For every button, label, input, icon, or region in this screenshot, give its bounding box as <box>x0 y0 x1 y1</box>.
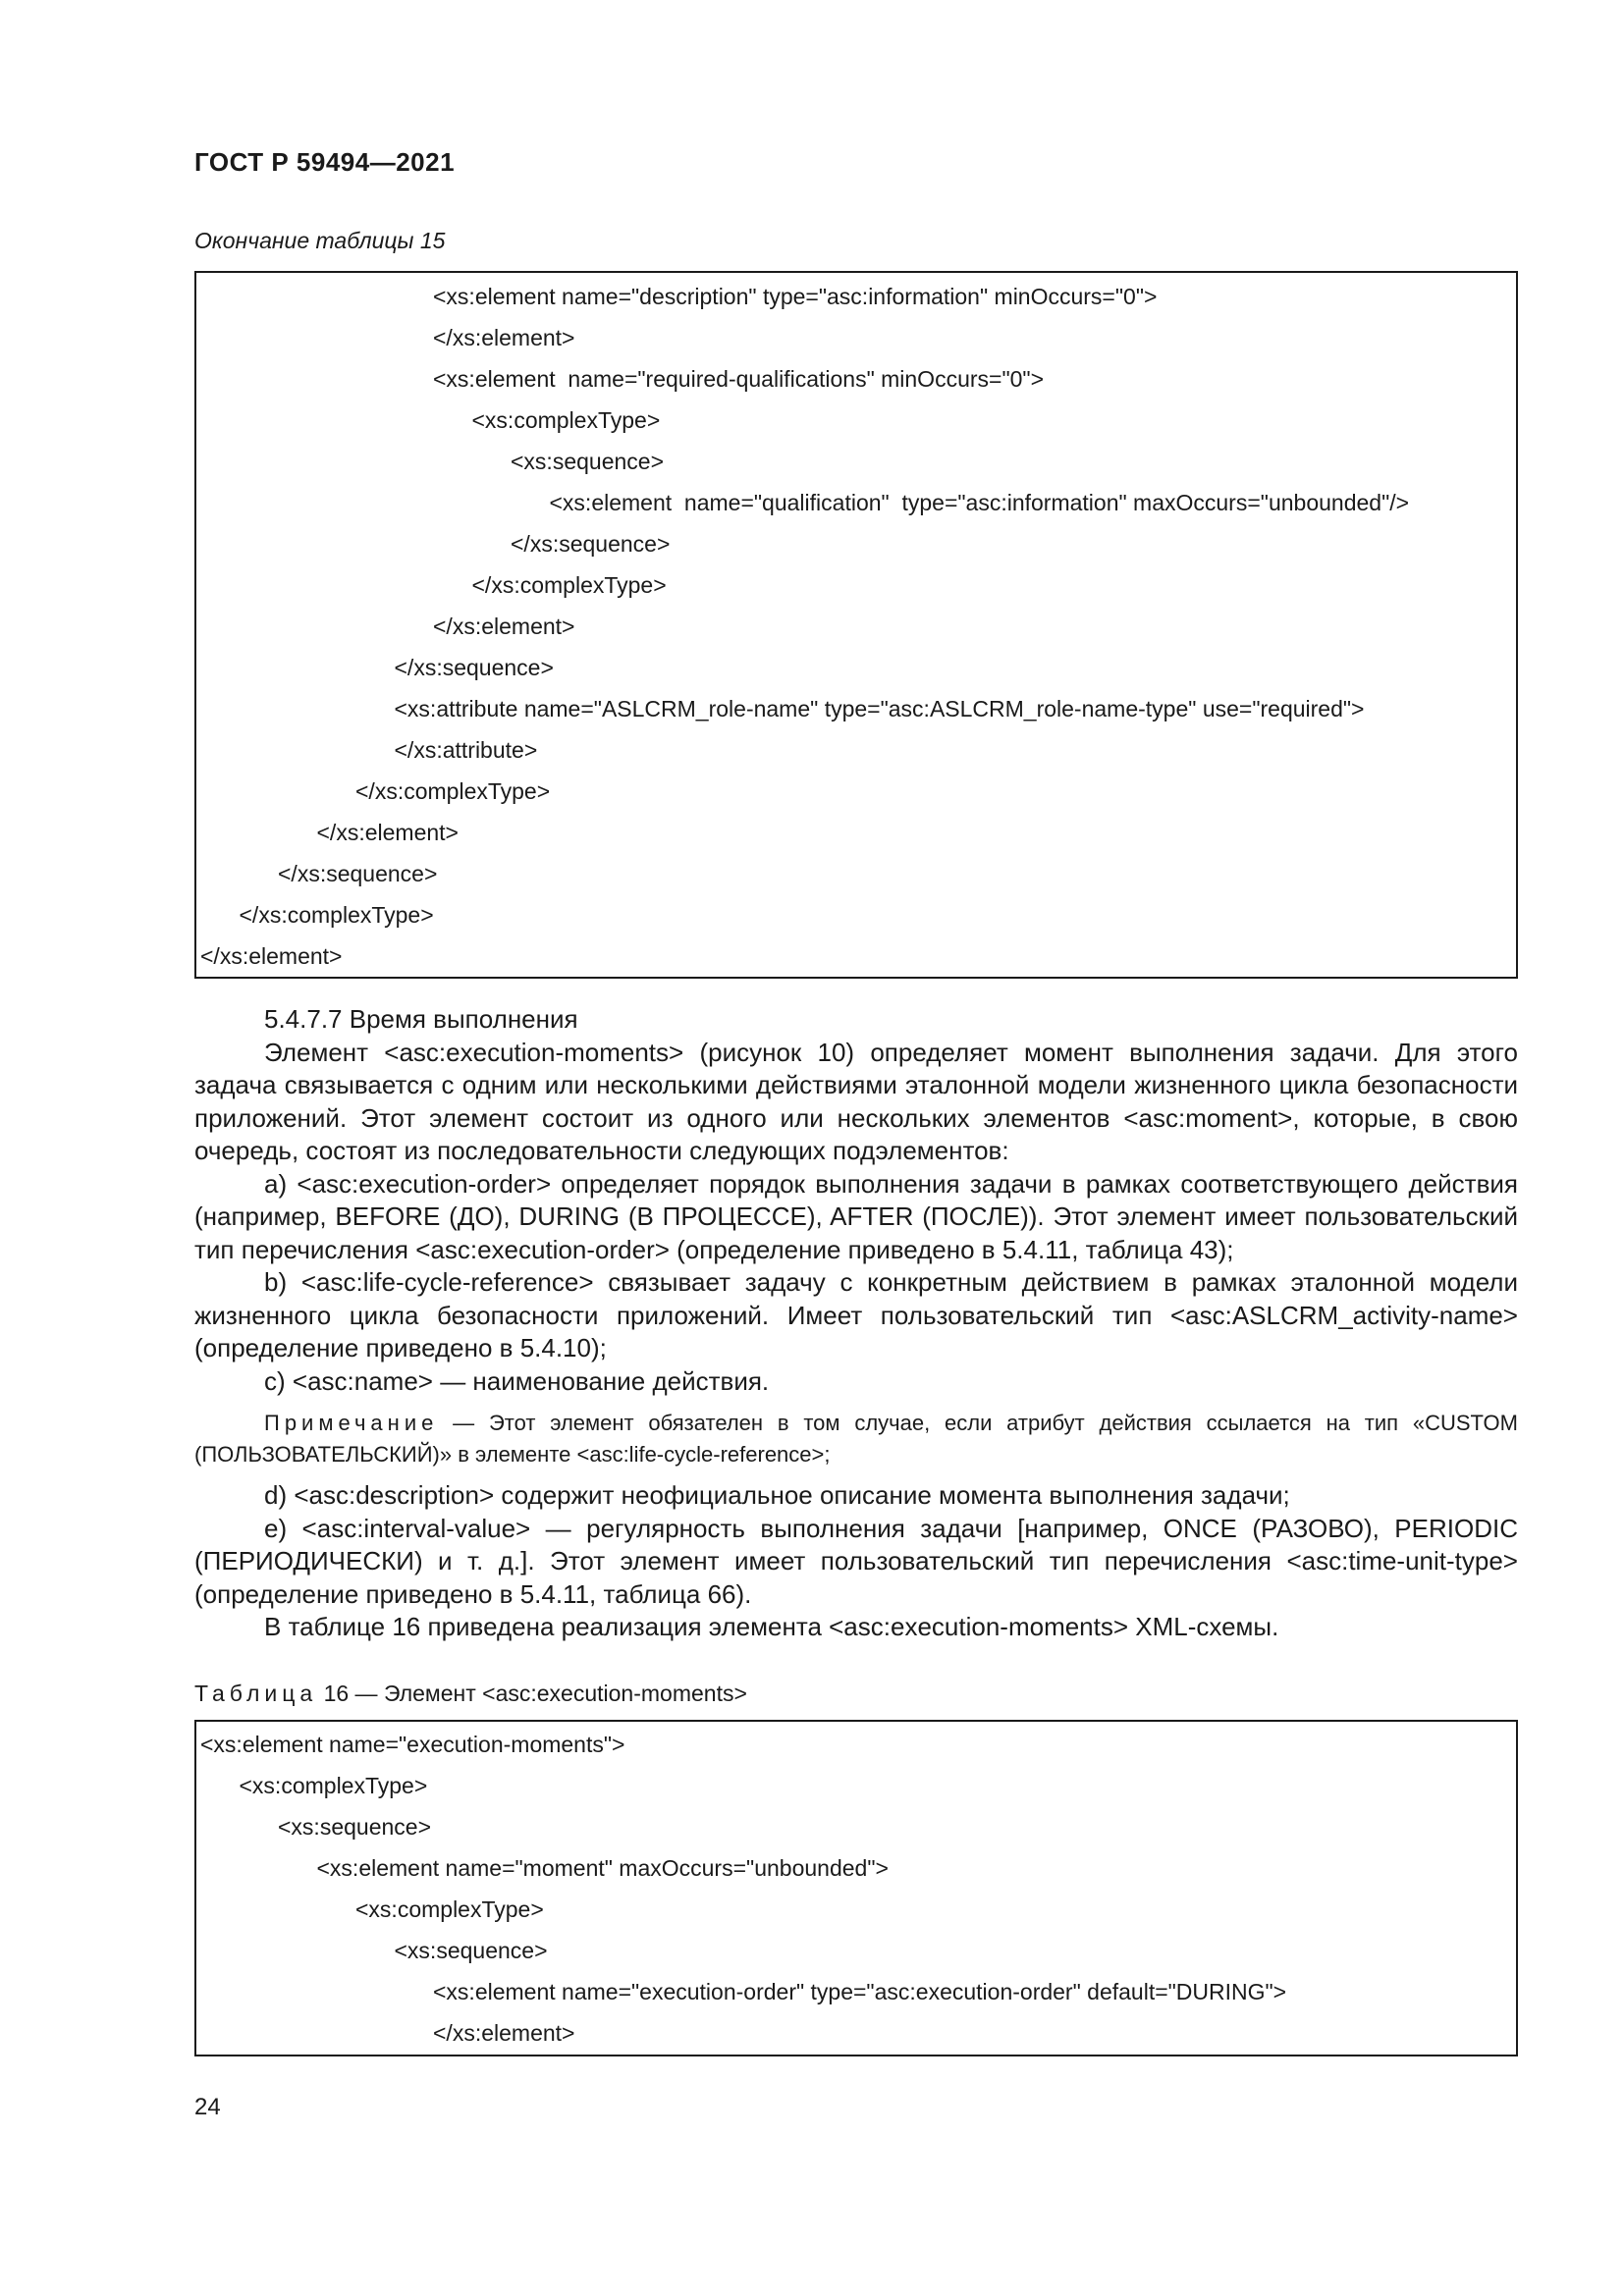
code-line: <xs:element name="required-qualifications" minOccurs="0"> <box>433 366 1045 392</box>
code-line: <xs:complexType> <box>355 1896 544 1922</box>
note <box>194 1408 1518 1469</box>
code-line: <xs:element name="moment" maxOccurs="unbounded"> <box>316 1855 889 1881</box>
list-item-a: a) <asc:execution-order> определяет порядок выполнения задачи в рамках соответствующего действия (например, BEFORE (ДО), DURING (В ПРОЦЕССЕ), AFTER (ПОСЛЕ)). Этот элемент имеет пользовательский тип перечисления <asc:execution-order> (определение приведено в 5.4.11, таблица 43); <box>194 1168 1518 1264</box>
code-line: </xs:element> <box>200 943 343 969</box>
table-16-caption <box>194 1681 747 1707</box>
code-line: </xs:element> <box>316 820 459 845</box>
code-line: <xs:element name="qualification" type="asc:information" maxOccurs="unbounded"/> <box>549 490 1410 515</box>
code-line: <xs:element name="execution-moments"> <box>200 1732 625 1757</box>
list-item-e: e) <asc:interval-value> — регулярность выполнения задачи [например, ONCE (РАЗОВО), PERIODIC (ПЕРИОДИЧЕСКИ) и т. д.]. Этот элемент имеет пользовательский тип перечисления <asc:time-unit-type> (определение приведено в 5.4.11, таблица 66). <box>194 1513 1518 1609</box>
list-item-d: d) <asc:description> содержит неофициальное описание момента выполнения задачи; <box>264 1480 1290 1510</box>
document-code: ГОСТ Р 59494—2021 <box>194 147 456 177</box>
code-line: <xs:element name="description" type="asc:information" minOccurs="0"> <box>433 284 1158 309</box>
code-line: </xs:element> <box>433 614 575 639</box>
page-number: 24 <box>194 2094 221 2120</box>
note-text: — Этот элемент обязателен в том случае, если атрибут действия ссылается на тип «CUSTOM (ПОЛЬЗОВАТЕЛЬСКИЙ)» в элементе <asc:life-cycle-reference>; <box>194 1411 1518 1467</box>
code-line: </xs:sequence> <box>394 655 554 680</box>
code-line: </xs:element> <box>433 325 575 350</box>
code-line: </xs:complexType> <box>239 902 434 928</box>
code-line: </xs:complexType> <box>471 572 667 598</box>
list-item-b: b) <asc:life-cycle-reference> связывает задачу с конкретным действием в рамках эталонной модели жизненного цикла безопасности приложений. Имеет пользовательский тип <asc:ASLCRM_activity-name> (определение приведено в 5.4.10); <box>194 1267 1518 1362</box>
code-line: <xs:sequence> <box>394 1938 548 1963</box>
note-label: Примечание <box>264 1411 439 1435</box>
code-line: <xs:element name="execution-order" type="asc:execution-order" default="DURING"> <box>433 1979 1287 2004</box>
list-item-c: c) <asc:name> — наименование действия. <box>264 1365 770 1396</box>
table-16-caption-text: 16 — Элемент <asc:execution-moments> <box>317 1681 747 1706</box>
code-line: <xs:complexType> <box>239 1773 428 1798</box>
code-line: </xs:attribute> <box>394 737 538 763</box>
code-line: </xs:sequence> <box>278 861 438 886</box>
table-15-code-box <box>194 271 1518 979</box>
code-line: <xs:sequence> <box>511 449 665 474</box>
table-16-code-box <box>194 1720 1518 2056</box>
section-body <box>194 1003 1518 1644</box>
code-line: <xs:sequence> <box>278 1814 432 1840</box>
table-15-continuation-caption: Окончание таблицы 15 <box>194 228 446 253</box>
section-intro: Элемент <asc:execution-moments> (рисунок 10) определяет момент выполнения задачи. Для этого задача связывается с одним или несколькими действиями эталонной модели жизненного цикла безопасности приложений. Этот элемент состоит из одного или нескольких элементов <asc:moment>, которые, в свою очередь, состоят из последовательности следующих подэлементов: <box>194 1037 1518 1165</box>
section-heading: 5.4.7.7 Время выполнения <box>264 1004 578 1034</box>
code-line: <xs:complexType> <box>471 407 661 433</box>
code-line: </xs:sequence> <box>511 531 671 557</box>
code-line: </xs:complexType> <box>355 778 551 804</box>
code-line: <xs:attribute name="ASLCRM_role-name" type="asc:ASLCRM_role-name-type" use="required"> <box>394 696 1365 721</box>
closing-paragraph: В таблице 16 приведена реализация элемента <asc:execution-moments> XML-схемы. <box>264 1612 1279 1641</box>
table-16-caption-label: Таблица <box>194 1681 318 1706</box>
code-line: </xs:element> <box>433 2020 575 2046</box>
